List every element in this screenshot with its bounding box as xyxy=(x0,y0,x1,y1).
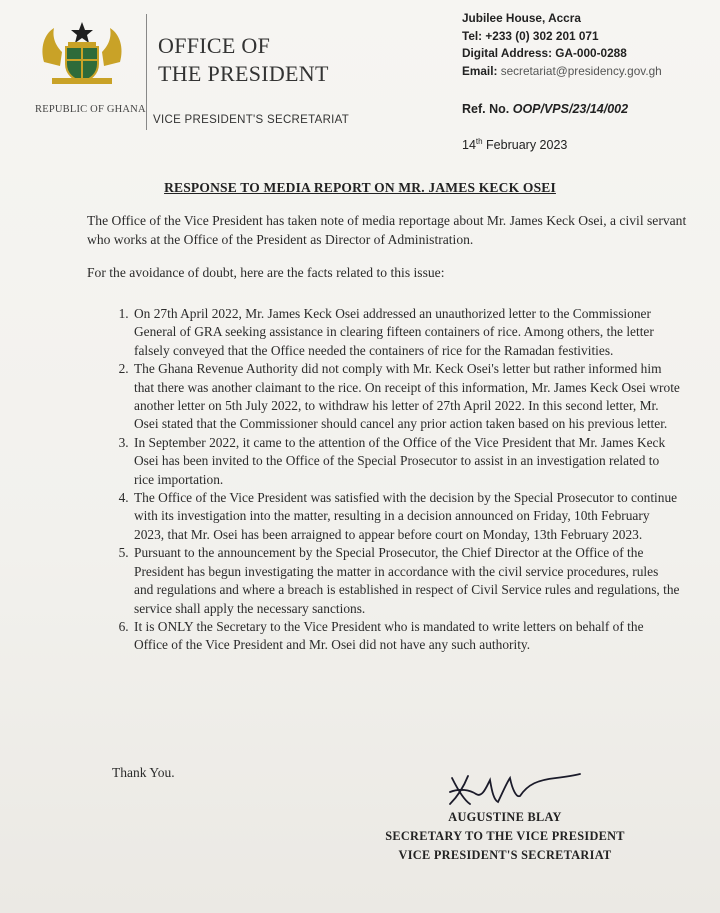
office-title xyxy=(158,32,329,88)
date-month-year: February 2023 xyxy=(482,138,568,153)
list-item: 1. On 27th April 2022, Mr. James Keck Osei addressed an unauthorized letter to the Commissioner General of GRA seeking assistance in clearing fifteen containers of rice. Among others, the letter falsely conveyed that the Office needed the containers of rice for the Ramadan festivities. xyxy=(132,305,680,360)
closing: Thank You. xyxy=(112,765,175,780)
telephone: Tel: +233 (0) 302 201 071 xyxy=(462,28,599,43)
letter-date xyxy=(462,137,567,152)
list-item: 6. It is ONLY the Secretary to the Vice President who is mandated to write letters on behalf of the Office of the Vice President and Mr. Osei did not have any such authority. xyxy=(132,618,680,655)
date-suffix: th xyxy=(475,137,483,146)
address-line: Jubilee House, Accra xyxy=(462,11,581,25)
signature-icon xyxy=(446,770,586,808)
secretariat-label: VICE PRESIDENT'S SECRETARIAT xyxy=(153,114,350,126)
digital-address: Digital Address: GA-000-0288 xyxy=(462,46,627,61)
office-title-line1: OFFICE OF xyxy=(158,33,271,58)
facts-intro-paragraph: For the avoidance of doubt, here are the facts related to this issue: xyxy=(87,265,445,280)
office-title-line2: THE PRESIDENT xyxy=(158,61,329,86)
email-label: Email: xyxy=(462,63,498,78)
intro-paragraph: The Office of the Vice President has taken note of media reportage about Mr. James Keck Osei, a civil servant who works at the Office of the President as Director of Administration. xyxy=(87,213,687,247)
signer-title: SECRETARY TO THE VICE PRESIDENT xyxy=(385,829,625,843)
list-item: 5. Pursuant to the announcement by the Special Prosecutor, the Chief Director at the Office of the President has begun investigating the matter in accordance with the civil service procedures, rules and regulations and where a breach is established in respect of Civil Service rules and regulations, the service shall apply the necessary sanctions. xyxy=(132,544,680,618)
reference-number xyxy=(462,102,628,116)
email-address: secretariat@presidency.gov.gh xyxy=(500,63,662,78)
facts-list xyxy=(112,305,680,655)
signer-name: AUGUSTINE BLAY xyxy=(448,810,562,824)
ghana-coat-of-arms-icon xyxy=(38,20,126,86)
header-divider xyxy=(146,14,147,130)
republic-label: REPUBLIC OF GHANA xyxy=(35,104,146,115)
list-item: 4. The Office of the Vice President was satisfied with the decision by the Special Prosecutor to continue with its investigation into the matter, resulting in a decision announced on Friday, 10th February 2023, that Mr. Osei has been arraigned to appear before court on Monday, 13th February 2023. xyxy=(132,489,680,544)
list-item: 2. The Ghana Revenue Authority did not comply with Mr. Keck Osei's letter but rather informed him that there was another claimant to the rice. On receipt of this information, Mr. James Keck Osei wrote another letter on 5th July 2022, to withdraw his letter of 27th April 2022. In this second letter, Mr. Osei stated that the Commissioner should cancel any prior action taken based on his previous letter. xyxy=(132,360,680,434)
date-day: 14 xyxy=(462,138,476,153)
ref-value: OOP/VPS/23/14/002 xyxy=(512,102,629,116)
letter-title: RESPONSE TO MEDIA REPORT ON MR. JAMES KECK OSEI xyxy=(164,180,556,195)
list-item: 3. In September 2022, it came to the attention of the Office of the Vice President that Mr. James Keck Osei has been invited to the Office of the Special Prosecutor to assist in an investigation related to rice importation. xyxy=(132,434,680,489)
ref-label: Ref. No. xyxy=(462,102,510,116)
email-row xyxy=(462,63,662,81)
signer-office: VICE PRESIDENT'S SECRETARIAT xyxy=(398,848,612,862)
address-block xyxy=(462,10,662,80)
